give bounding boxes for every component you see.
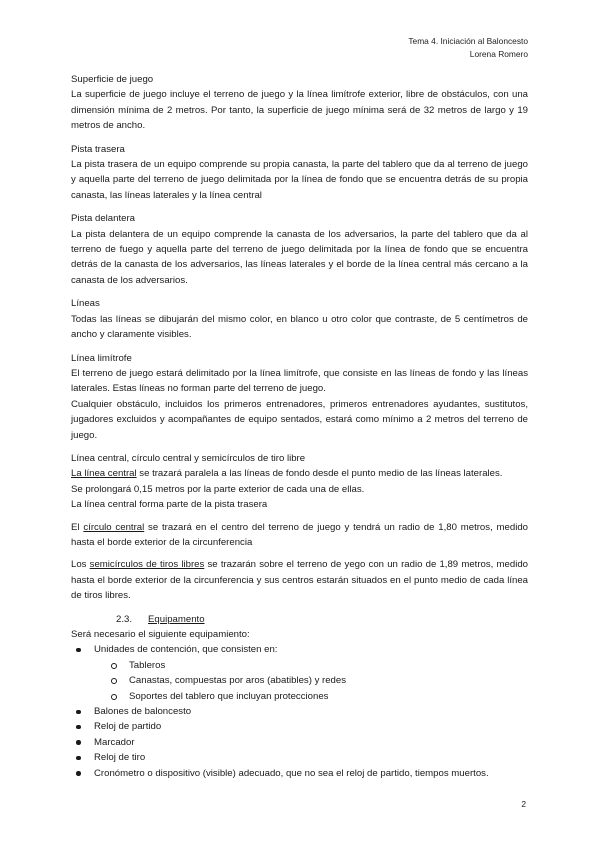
heading-pista-delantera: Pista delantera: [71, 213, 135, 225]
list-item: Soportes del tablero que incluyan protecciones: [94, 689, 528, 704]
paragraph-central-2: Se prolongará 0,15 metros por la parte exterior de cada una de ellas.: [71, 483, 365, 495]
paragraph-limitrofe-2: Cualquier obstáculo, incluidos los primeros entrenadores, primeros entrenadores ayudantes, sustitutos, jugadores excluidos y acompañantes de equipo sentados, estará como mínimo a 2 metros del terreno de juego.: [71, 398, 528, 441]
list-item: Unidades de contención, que consisten en: Tableros Canastas, compuestas por aros (abatibles) y redes Soportes del tablero que incluyan protecciones: [71, 642, 528, 704]
term-circulo-central: círculo central: [83, 521, 145, 533]
paragraph-limitrofe-1: El terreno de juego estará delimitado por la línea limítrofe, que consiste en las líneas de fondo y las líneas laterales. Estas líneas no forman parte del terreno de juego.: [71, 367, 528, 395]
section-number: 2.3.: [116, 613, 133, 625]
list-item: Reloj de tiro: [71, 750, 528, 765]
equipment-list: [71, 642, 528, 781]
paragraph-central-1: La línea central se trazará paralela a las líneas de fondo desde el punto medio de las líneas laterales.: [71, 468, 503, 480]
paragraph-superficie: La superficie de juego incluye el terreno de juego y la línea limítrofe exterior, libre de obstáculos, con una dimensión mínima de 2 metros. Por tanto, la superficie de juego mínima será de 32 metros de largo y 19 metros de ancho.: [71, 89, 528, 132]
equipamiento-intro: Será necesario el siguiente equipamiento:: [71, 629, 250, 640]
header-topic: Tema 4. Iniciación al Baloncesto: [408, 36, 528, 46]
list-item: Reloj de partido: [71, 719, 528, 734]
paragraph-pista-trasera: La pista trasera de un equipo comprende su propia canasta, la parte del tablero que da al terreno de juego y aquella parte del terreno de juego delimitada por la línea de fondo que se encuentra detrás de su propia canasta, las líneas laterales y la línea central: [71, 159, 528, 201]
heading-equipamiento: [71, 612, 528, 627]
paragraph-central-3: La línea central forma parte de la pista trasera: [71, 499, 268, 511]
list-item: Canastas, compuestas por aros (abatibles) y redes: [94, 673, 528, 688]
term-linea-central: La línea central: [71, 468, 137, 480]
heading-superficie: Superficie de juego: [71, 74, 154, 85]
page-header: [408, 35, 528, 61]
list-item: Tableros: [94, 658, 528, 673]
list-item: Cronómetro o dispositivo (visible) adecuado, que no sea el reloj de partido, tiempos muertos.: [71, 766, 528, 781]
list-item: Balones de baloncesto: [71, 704, 528, 719]
heading-lineas: Líneas: [71, 298, 100, 310]
page-number: 2: [521, 799, 526, 809]
paragraph-lineas: Todas las líneas se dibujarán del mismo color, en blanco u otro color que contraste, de 5 centímetros de ancho y claramente visibles.: [71, 313, 528, 341]
term-semicirculos: semicírculos de tiros libres: [89, 559, 205, 571]
paragraph-semicirculos: Los semicírculos de tiros libres se trazarán sobre el terreno de yego con un radio de 1,89 metros, medido hasta el borde exterior de la circunferencia y sus centros estarán situados en el punto medio de cada línea de tiros libres.: [71, 559, 528, 602]
heading-pista-trasera: Pista trasera: [71, 143, 125, 155]
header-author: Lorena Romero: [469, 49, 528, 59]
section-title: Equipamento: [148, 613, 205, 625]
document-body: [71, 72, 528, 781]
heading-linea-central: Línea central, círculo central y semicírculos de tiro libre: [71, 452, 306, 464]
paragraph-circulo-central: El círculo central se trazará en el centro del terreno de juego y tendrá un radio de 1,80 metros, medido hasta el borde exterior de la circunferencia: [71, 521, 529, 548]
paragraph-pista-delantera: La pista delantera de un equipo comprende la canasta de los adversarios, la parte del tablero que da al terreno de fuego y aquella parte del terreno de juego delimitada por la línea de fondo que se encuentra detrás de la canasta de los adversarios, las líneas laterales y el borde de la línea central más cercano a la canasta de los adversarios.: [71, 228, 528, 286]
heading-linea-limitrofe: Línea limítrofe: [71, 352, 132, 364]
list-item: Marcador: [71, 735, 528, 750]
containment-sublist: [94, 658, 528, 704]
